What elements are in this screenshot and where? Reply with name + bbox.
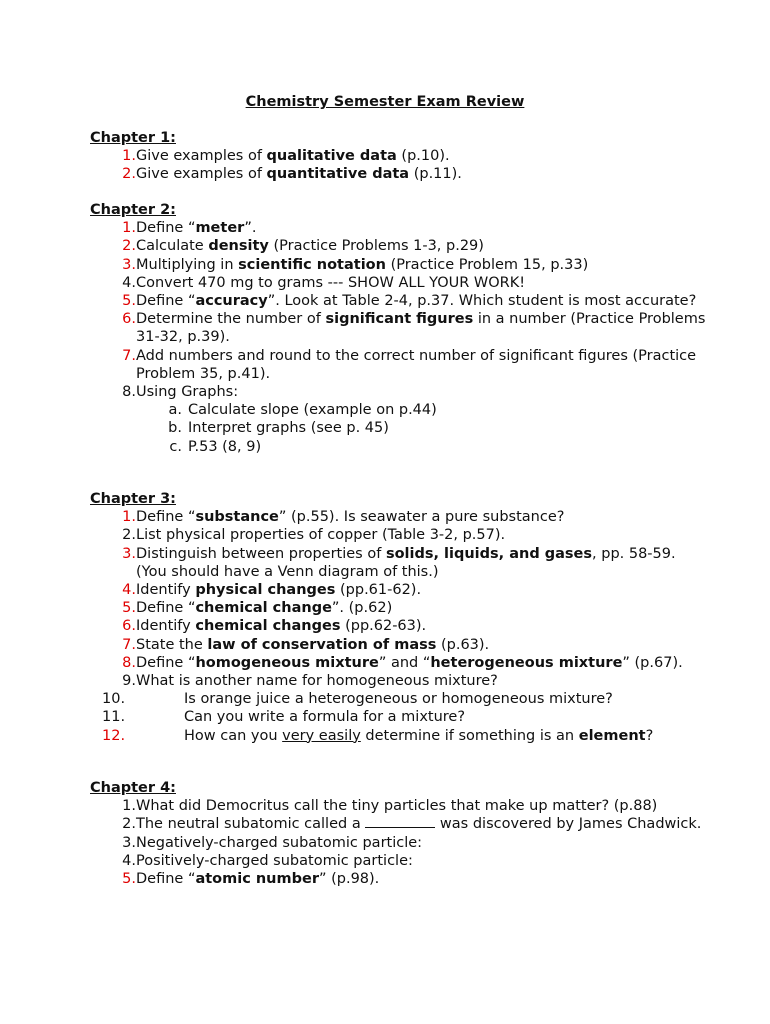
list-item xyxy=(90,165,710,183)
bold-term: qualitative data xyxy=(266,148,397,165)
text-run: List physical properties of copper (Table 3-2, p.57). xyxy=(136,527,506,544)
list-item xyxy=(90,219,710,237)
text-run: Distinguish between properties of xyxy=(136,545,386,562)
item-text xyxy=(136,708,710,726)
chapter-heading: Chapter 2: xyxy=(90,202,176,218)
text-run: ” (p.67). xyxy=(622,654,683,671)
text-run: Can you write a formula for a mixture? xyxy=(184,709,466,726)
item-number: 2. xyxy=(122,166,136,183)
document-title: Chemistry Semester Exam Review xyxy=(245,94,525,110)
text-run: ”. Look at Table 2-4, p.37. Which student is most accurate? xyxy=(267,293,697,310)
bold-term: accuracy xyxy=(195,293,268,310)
list-item xyxy=(90,310,710,346)
text-run: (p.11). xyxy=(409,166,462,183)
text-run: Define “ xyxy=(136,600,196,617)
list-item xyxy=(90,852,710,870)
item-number: 1. xyxy=(122,798,136,815)
text-run: What is another name for homogeneous mixture? xyxy=(136,673,498,690)
list-item xyxy=(90,727,710,745)
item-text xyxy=(136,636,710,654)
text-run: Define “ xyxy=(136,293,196,310)
item-number: 11. xyxy=(102,709,126,726)
text-run: Positively-charged subatomic particle: xyxy=(136,852,413,869)
text-run: ? xyxy=(645,727,654,744)
text-run: (pp.62-63). xyxy=(340,618,427,635)
item-text xyxy=(136,797,710,815)
text-run: in a number (Practice Problems 31-32, p.39). xyxy=(136,311,706,346)
item-text xyxy=(136,727,710,745)
list-item xyxy=(90,256,710,274)
text-run: Give examples of xyxy=(136,148,267,165)
list-item xyxy=(90,708,710,726)
bold-term: meter xyxy=(195,220,245,237)
list-item xyxy=(90,599,710,617)
item-number: 5. xyxy=(122,600,136,617)
list-item xyxy=(90,617,710,635)
text-run: Determine the number of xyxy=(136,311,326,328)
item-number: 5. xyxy=(122,293,136,310)
text-run: Is orange juice a heterogeneous or homogeneous mixture? xyxy=(184,691,613,708)
item-text xyxy=(136,654,710,672)
text-run: Add numbers and round to the correct number of significant figures (Practice Problem 35, p.41). xyxy=(136,347,697,382)
text-run: , pp. 58-59. (You should have a Venn diagram of this.) xyxy=(136,545,676,580)
text-run: Define “ xyxy=(136,871,196,888)
list-item xyxy=(90,636,710,654)
text-run: (Practice Problem 15, p.33) xyxy=(385,256,589,273)
sub-item-text: P.53 (8, 9) xyxy=(188,438,262,455)
item-text xyxy=(136,147,710,165)
text-run: State the xyxy=(136,636,208,653)
sub-list-item xyxy=(90,438,710,456)
underlined-text: very easily xyxy=(282,727,361,744)
sub-list-item xyxy=(90,419,710,437)
item-text xyxy=(136,256,710,274)
text-run: Identify xyxy=(136,618,196,635)
item-text xyxy=(136,834,710,852)
bold-term: chemical change xyxy=(195,600,332,617)
list-item xyxy=(90,147,710,165)
sub-item-text: Interpret graphs (see p. 45) xyxy=(188,420,389,437)
list-item xyxy=(90,237,710,255)
text-run: (p.10). xyxy=(396,148,450,165)
chapter-4-section xyxy=(90,779,710,888)
item-text xyxy=(136,237,710,255)
list-item xyxy=(90,672,710,690)
sub-item-letter: c. xyxy=(169,438,182,455)
item-text xyxy=(136,274,710,292)
fill-in-blank xyxy=(365,815,435,828)
text-run: Define “ xyxy=(136,654,196,671)
list-item xyxy=(90,654,710,672)
list-item xyxy=(90,526,710,544)
bold-term: quantitative data xyxy=(266,166,410,183)
item-number: 10. xyxy=(102,691,126,708)
text-run: How can you xyxy=(184,727,283,744)
bold-term: atomic number xyxy=(195,871,319,888)
text-run: What did Democritus call the tiny particles that make up matter? (p.88) xyxy=(136,798,658,815)
item-text xyxy=(136,219,710,237)
text-run: Define “ xyxy=(136,220,196,237)
item-text xyxy=(136,599,710,617)
chapter-3-section xyxy=(90,490,710,745)
list-item xyxy=(90,834,710,852)
list-item xyxy=(90,274,710,292)
item-number: 6. xyxy=(122,311,136,328)
bold-term: chemical changes xyxy=(195,618,341,635)
list-item xyxy=(90,347,710,383)
bold-term: element xyxy=(578,727,646,744)
item-number: 3. xyxy=(122,256,136,273)
sub-item-letter: b. xyxy=(168,420,182,437)
item-number: 2. xyxy=(122,527,136,544)
text-run: The neutral subatomic called a xyxy=(136,816,366,833)
text-run: ”. xyxy=(244,220,257,237)
text-run: ” and “ xyxy=(378,654,431,671)
text-run: Multiplying in xyxy=(136,256,239,273)
text-run: (Practice Problems 1-3, p.29) xyxy=(268,238,484,255)
list-item xyxy=(90,383,710,401)
bold-term: heterogeneous mixture xyxy=(430,654,623,671)
text-run: Convert 470 mg to grams --- SHOW ALL YOUR WORK! xyxy=(136,274,526,291)
chapter-heading: Chapter 1: xyxy=(90,130,176,146)
item-text xyxy=(136,581,710,599)
bold-term: significant figures xyxy=(325,311,474,328)
item-number: 4. xyxy=(122,582,136,599)
item-number: 7. xyxy=(122,636,136,653)
list-item xyxy=(90,870,710,888)
text-run: (p.63). xyxy=(436,636,490,653)
chapter-1-section xyxy=(90,129,710,184)
bold-term: homogeneous mixture xyxy=(195,654,379,671)
text-run: ” (p.55). Is seawater a pure substance? xyxy=(278,509,565,526)
bold-term: density xyxy=(208,238,269,255)
item-number: 6. xyxy=(122,618,136,635)
item-number: 12. xyxy=(102,727,126,744)
list-item xyxy=(90,581,710,599)
bold-term: law of conservation of mass xyxy=(207,636,437,653)
item-text xyxy=(136,383,710,401)
item-number: 4. xyxy=(122,852,136,869)
item-text xyxy=(136,165,710,183)
item-number: 1. xyxy=(122,509,136,526)
item-text xyxy=(136,672,710,690)
item-number: 2. xyxy=(122,238,136,255)
sub-item-letter: a. xyxy=(168,402,182,419)
list-item xyxy=(90,292,710,310)
list-item xyxy=(90,508,710,526)
list-item xyxy=(90,545,710,581)
bold-term: solids, liquids, and gases xyxy=(385,545,593,562)
text-run: Define “ xyxy=(136,509,196,526)
text-run: Using Graphs: xyxy=(136,384,239,401)
item-number: 3. xyxy=(122,545,136,562)
text-run: ”. (p.62) xyxy=(331,600,393,617)
item-text xyxy=(136,292,710,310)
text-run: Identify xyxy=(136,582,196,599)
item-text xyxy=(136,852,710,870)
item-number: 3. xyxy=(122,834,136,851)
bold-term: scientific notation xyxy=(238,256,386,273)
text-run: Calculate xyxy=(136,238,209,255)
item-number: 1. xyxy=(122,220,136,237)
item-number: 2. xyxy=(122,816,136,833)
item-number: 9. xyxy=(122,673,136,690)
item-text xyxy=(136,545,710,581)
item-text xyxy=(136,508,710,526)
item-text xyxy=(136,815,710,833)
text-run: ” (p.98). xyxy=(318,871,380,888)
sub-item-text: Calculate slope (example on p.44) xyxy=(188,402,437,419)
item-number: 4. xyxy=(122,274,136,291)
item-number: 8. xyxy=(122,654,136,671)
item-text xyxy=(136,347,710,383)
text-run: (pp.61-62). xyxy=(335,582,422,599)
item-text xyxy=(136,690,710,708)
item-number: 5. xyxy=(122,871,136,888)
text-run: determine if something is an xyxy=(360,727,579,744)
item-text xyxy=(136,617,710,635)
chapter-2-section xyxy=(90,201,710,456)
list-item xyxy=(90,690,710,708)
chapter-heading: Chapter 4: xyxy=(90,780,176,796)
list-item xyxy=(90,797,710,815)
text-run: Give examples of xyxy=(136,166,267,183)
bold-term: substance xyxy=(195,509,279,526)
item-number: 1. xyxy=(122,148,136,165)
item-number: 8. xyxy=(122,384,136,401)
list-item xyxy=(90,815,710,833)
item-number: 7. xyxy=(122,347,136,364)
text-run: Negatively-charged subatomic particle: xyxy=(136,834,423,851)
item-text xyxy=(136,310,710,346)
item-text xyxy=(136,870,710,888)
chapter-heading: Chapter 3: xyxy=(90,491,176,507)
sub-list-item xyxy=(90,401,710,419)
bold-term: physical changes xyxy=(195,582,336,599)
text-run: was discovered by James Chadwick. xyxy=(435,816,702,833)
item-text xyxy=(136,526,710,544)
